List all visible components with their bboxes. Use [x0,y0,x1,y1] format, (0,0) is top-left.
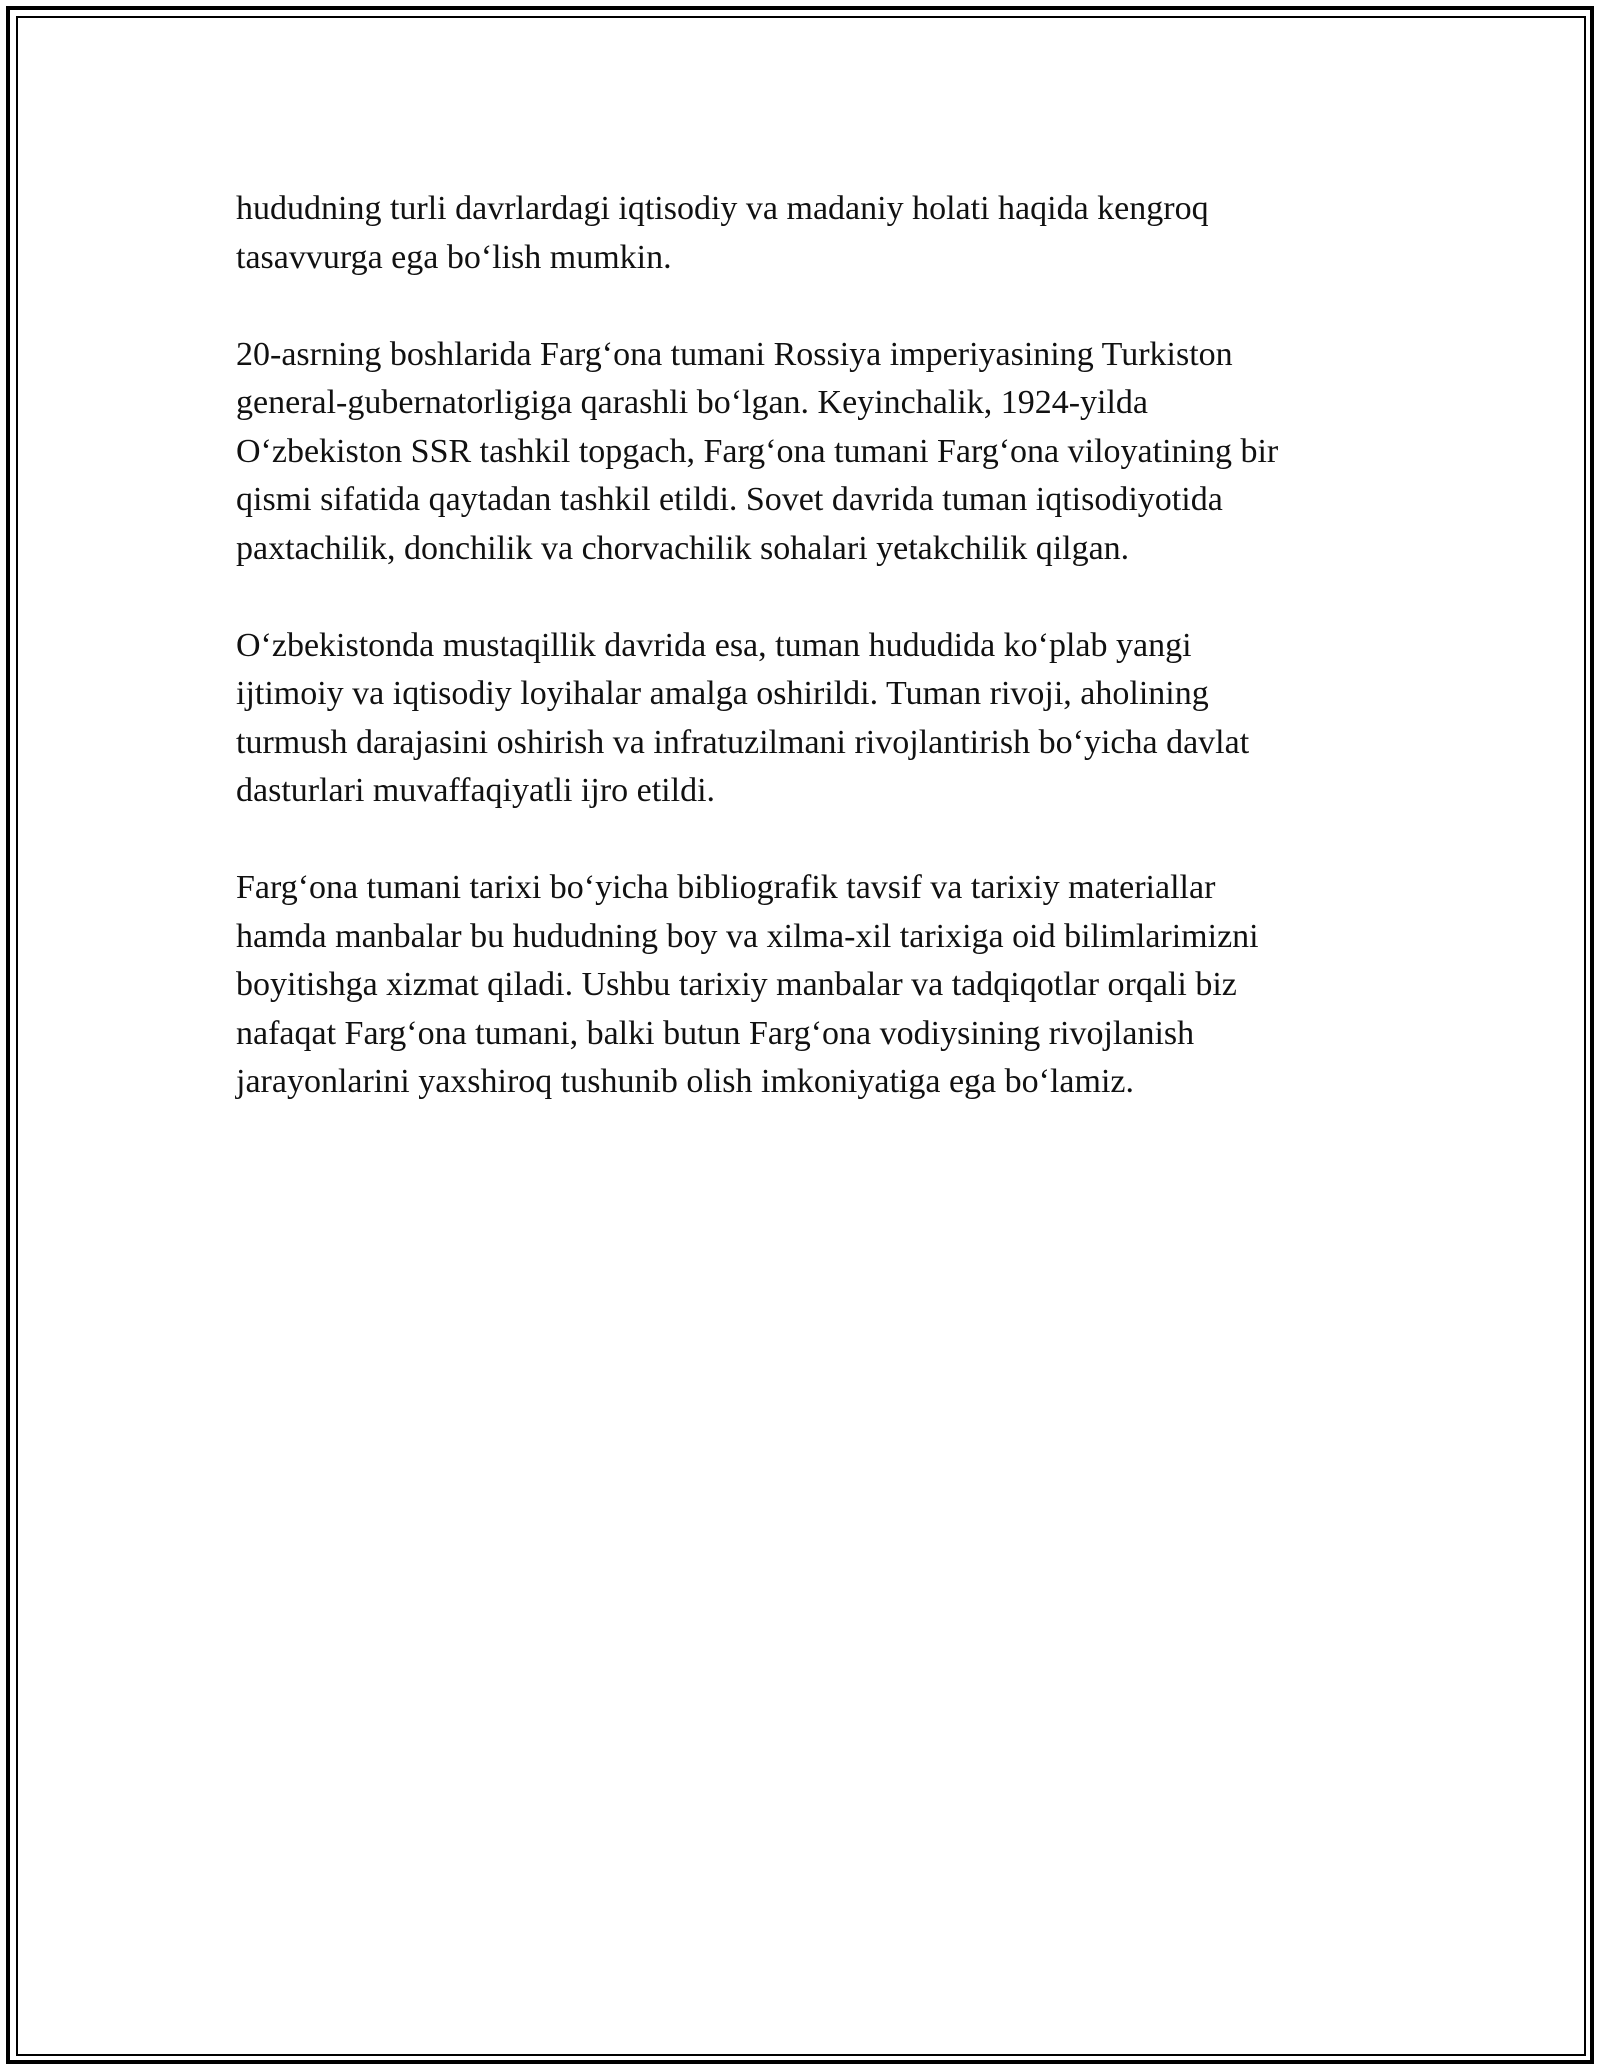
text-line: ijtimoiy va iqtisodiy loyihalar amalga oshirildi. Tuman rivoji, aholining [236,675,1209,712]
paragraph-2 [236,331,1386,574]
text-line: nafaqat Farg‘ona tumani, balki butun Farg‘ona vodiysining rivojlanish [236,1014,1195,1052]
text-line: hamda manbalar bu hududning boy va xilma-xil tarixiga oid bilimlarimizni [236,917,1259,955]
text-line: Farg‘ona tumani tarixi bo‘yicha bibliografik tavsif va tarixiy materiallar [236,869,1216,906]
document-body [236,185,1386,1155]
text-line: 20-asrning boshlarida Farg‘ona tumani Rossiya imperiyasining Turkiston [236,335,1233,373]
text-line: paxtachilik, donchilik va chorvachilik sohalari yetakchilik qilgan. [236,529,1130,567]
paragraph-1 [236,185,1386,282]
paragraph-4 [236,864,1386,1107]
text-line: general-gubernatorligiga qarashli bo‘lgan. Keyinchalik, 1924-yilda [236,384,1149,421]
text-line: hududning turli davrlardagi iqtisodiy va madaniy holati haqida kengroq [236,190,1209,227]
text-line: turmush darajasini oshirish va infratuzilmani rivojlantirish bo‘yicha davlat [236,723,1250,761]
text-line: dasturlari muvaffaqiyatli ijro etildi. [236,772,716,809]
text-line: jarayonlarini yaxshiroq tushunib olish imkoniyatiga ega bo‘lamiz. [236,1063,1134,1100]
paragraph-3 [236,622,1386,816]
text-line: qismi sifatida qaytadan tashkil etildi. Sovet davrida tuman iqtisodiyotida [236,481,1223,518]
text-line: O‘zbekiston SSR tashkil topgach, Farg‘ona tumani Farg‘ona viloyatining bir [236,432,1279,470]
text-line: boyitishga xizmat qiladi. Ushbu tarixiy manbalar va tadqiqotlar orqali biz [236,966,1237,1003]
text-line: tasavvurga ega bo‘lish mumkin. [236,238,672,276]
text-line: O‘zbekistonda mustaqillik davrida esa, tuman hududida ko‘plab yangi [236,626,1192,664]
